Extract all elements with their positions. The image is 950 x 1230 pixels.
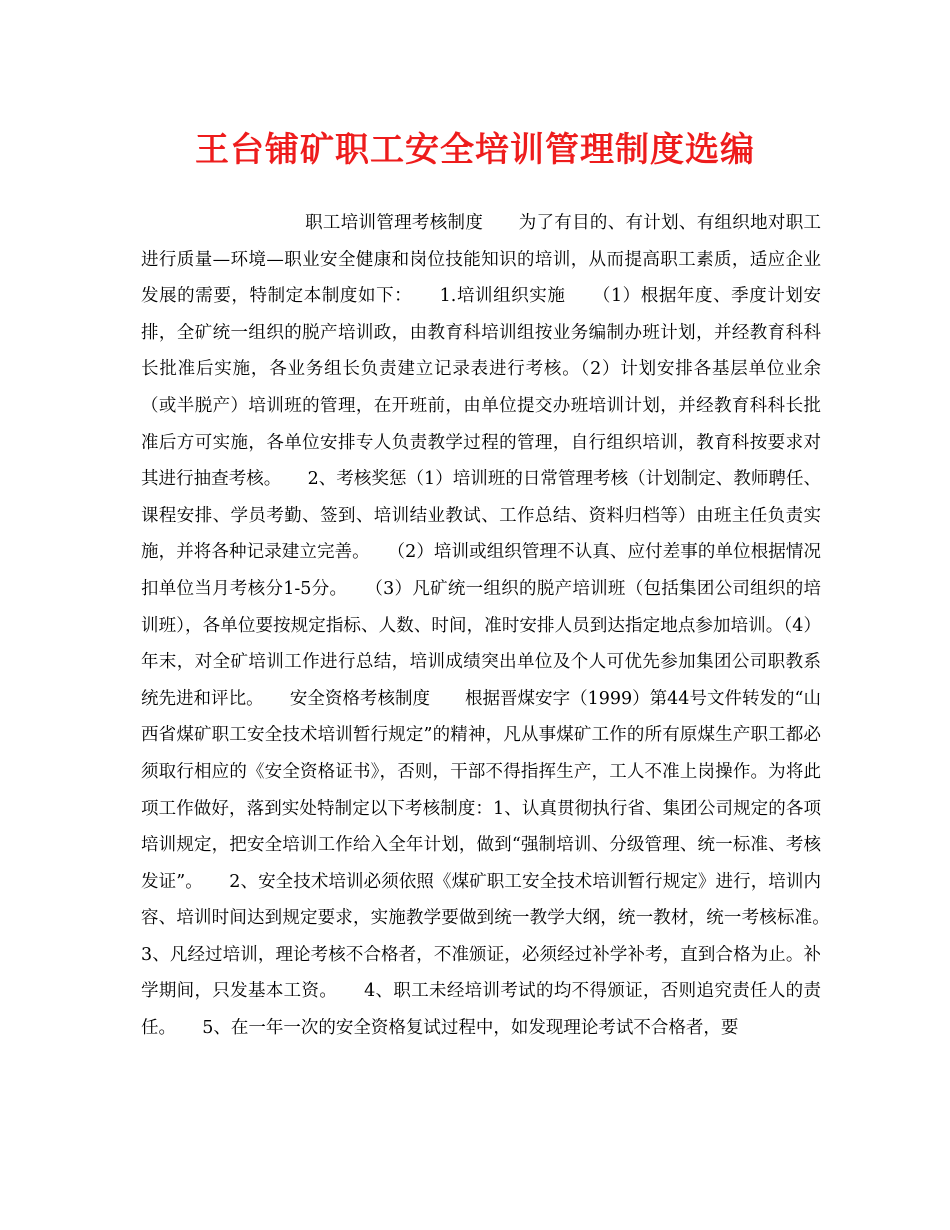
document-title: 王台铺矿职工安全培训管理制度选编: [195, 130, 755, 170]
document-body-text: 职工培训管理考核制度 为了有目的、有计划、有组织地对职工进行质量—环境—职业安全健康和岗位技能知识的培训，从而提高职工素质，适应企业发展的需要，特制定本制度如下： 1.培训组织实施 （1）根据年度、季度计划安排，全矿统一组织的脱产培训政，由教育科培训组按业务编制办班计划，并经教育科科长批准后实施，各业务组长负责建立记录表进行考核。（2）计划安排各基层单位业余（或半脱产）培训班的管理，在开班前，由单位提交办班培训计划，并经教育科科长批准后方可实施，各单位安排专人负责教学过程的管理，自行组织培训，教育科按要求对其进行抽查考核。 2、考核奖惩（1）培训班的日常管理考核（计划制定、教师聘任、课程安排、学员考勤、签到、培训结业教试、工作总结、资料归档等）由班主任负责实施，并将各种记录建立完善。 （2）培训或组织管理不认真、应付差事的单位根据情况扣单位当月考核分1-5分。 （3）凡矿统一组织的脱产培训班（包括集团公司组织的培训班），各单位要按规定指标、人数、时间，准时安排人员到达指定地点参加培训。（4）年末，对全矿培训工作进行总结，培训成绩突出单位及个人可优先参加集团公司职教系统先进和评比。 安全资格考核制度 根据晋煤安字（1999）第44号文件转发的“山西省煤矿职工安全技术培训暂行规定”的精神，凡从事煤矿工作的所有原煤生产职工都必须取行相应的《安全资格证书》，否则，干部不得指挥生产，工人不准上岗操作。为将此项工作做好，落到实处特制定以下考核制度：1、认真贯彻执行省、集团公司规定的各项培训规定，把安全培训工作给入全年计划，做到“强制培训、分级管理、统一标准、考核发证”。 2、安全技术培训必须依照《煤矿职工安全技术培训暂行规定》进行，培训内容、培训时间达到规定要求，实施教学要做到统一教学大纲，统一教材，统一考核标准。 3、凡经过培训，理论考核不合格者，不准颁证，必须经过补学补考，直到合格为止。补学期间，只发基本工资。 4、职工未经培训考试的均不得颁证，否则追究责任人的责任。 5、在一年一次的安全资格复试过程中，如发现理论考试不合格者，要: [141, 213, 856, 1039]
